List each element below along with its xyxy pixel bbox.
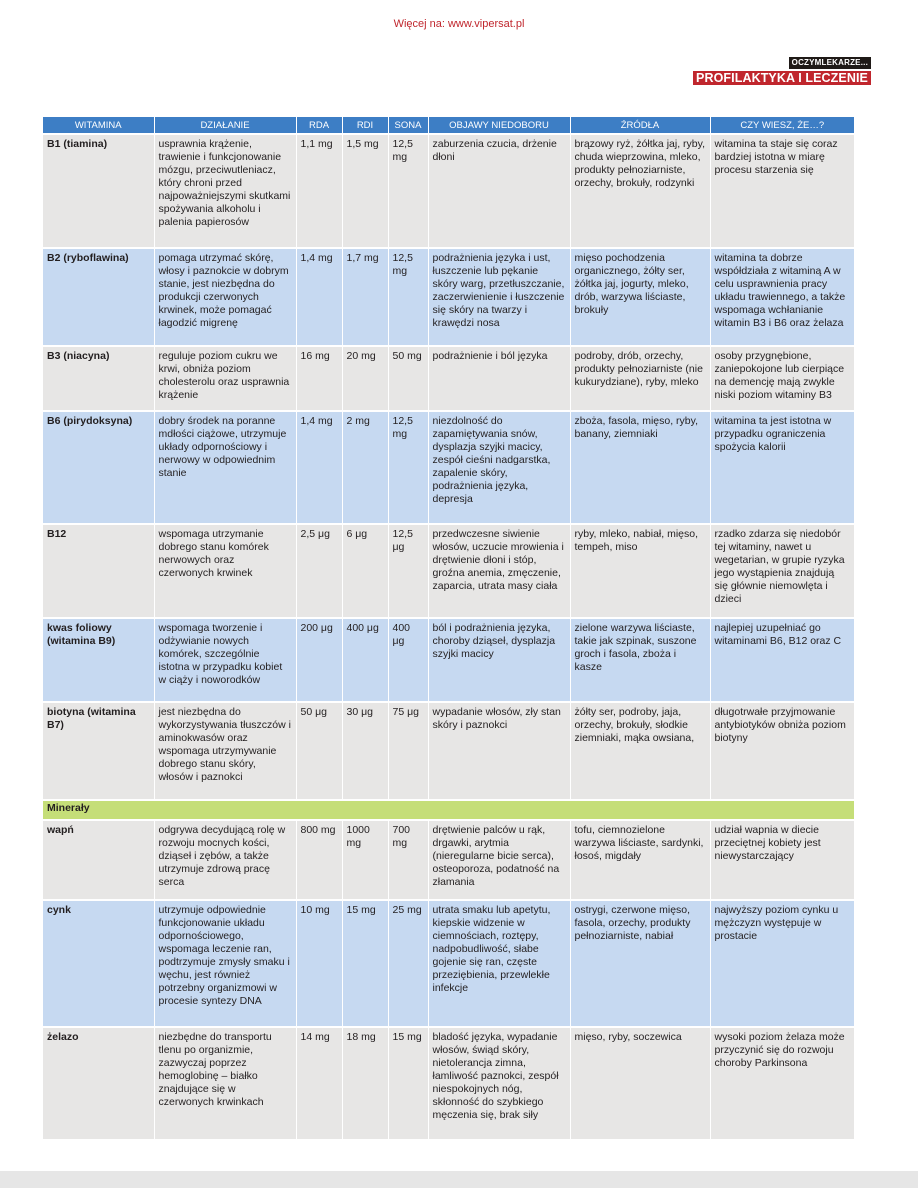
did-you-know-cell: rzadko zdarza się niedobór tej witaminy, nawet u wegetarian, w grupie ryzyka jego wystąpienia znajdują się głównie niemowlęta i dzieci — [710, 524, 854, 618]
action-cell: niezbędne do transportu tlenu po organizmie, zazwyczaj poprzez hemoglobinę – białko znajdujące się w czerwonych krwinkach — [154, 1027, 296, 1139]
deficiency-cell: drętwienie palców u rąk, drgawki, arytmia (nieregularne bicie serca), osteoporoza, podatność na złamania — [428, 820, 570, 900]
did-you-know-cell: witamina ta staje się coraz bardziej istotna w miarę procesu starzenia się — [710, 134, 854, 248]
sona-cell: 75 μg — [388, 702, 428, 800]
did-you-know-cell: najlepiej uzupełniać go witaminami B6, B12 oraz C — [710, 618, 854, 702]
did-you-know-cell: udział wapnia w diecie przeciętnej kobiety jest niewystarczający — [710, 820, 854, 900]
col-header-deficiency: OBJAWY NIEDOBORU — [428, 117, 570, 134]
brand-title: PROFILAKTYKA I LECZENIE — [693, 71, 871, 85]
action-cell: reguluje poziom cukru we krwi, obniża poziom cholesterolu oraz usprawnia krążenie — [154, 346, 296, 411]
rdi-cell: 400 μg — [342, 618, 388, 702]
sources-cell: zboża, fasola, mięso, ryby, banany, ziemniaki — [570, 411, 710, 524]
col-header-did-you-know: CZY WIESZ, ŻE…? — [710, 117, 854, 134]
col-header-sona: SONA — [388, 117, 428, 134]
did-you-know-cell: witamina ta dobrze współdziała z witaminą A w celu usprawnienia pracy układu trawiennego, a także wspomaga wchłanianie witamin B3 i B6 oraz żelaza — [710, 248, 854, 346]
vitamin-name: B6 (pirydoksyna) — [43, 411, 154, 524]
deficiency-cell: bladość języka, wypadanie włosów, świąd skóry, nietolerancja zimna, łamliwość paznokci, zespół niespokojnych nóg, skłonność do szybkiego męczenia się, brak siły — [428, 1027, 570, 1139]
top-note: Więcej na: www.vipersat.pl — [393, 18, 525, 30]
rdi-cell: 6 μg — [342, 524, 388, 618]
sources-cell: żółty ser, podroby, jaja, orzechy, brokuły, słodkie ziemniaki, mąka owsiana, — [570, 702, 710, 800]
sona-cell: 400 μg — [388, 618, 428, 702]
section-brand — [693, 52, 871, 85]
action-cell: dobry środek na poranne mdłości ciążowe, utrzymuje układy odpornościowy i nerwowy w odpowiednim stanie — [154, 411, 296, 524]
vitamin-name: B12 — [43, 524, 154, 618]
vitamin-name: B3 (niacyna) — [43, 346, 154, 411]
section-row-minerals — [43, 800, 854, 820]
rda-cell: 200 μg — [296, 618, 342, 702]
col-header-vitamin: WITAMINA — [43, 117, 154, 134]
did-you-know-cell: witamina ta jest istotna w przypadku ograniczenia spożycia kalorii — [710, 411, 854, 524]
sources-cell: brązowy ryż, żółtka jaj, ryby, chuda wieprzowina, mleko, produkty pełnoziarniste, orzechy, brokuły, rodzynki — [570, 134, 710, 248]
action-cell: usprawnia krążenie, trawienie i funkcjonowanie mózgu, przeciwutleniacz, który chroni przed najpoważniejszymi skutkami spożywania alkoholu i palenia papierosów — [154, 134, 296, 248]
table-row — [43, 411, 854, 524]
sona-cell: 12,5 μg — [388, 524, 428, 618]
table-row — [43, 820, 854, 900]
brand-subtitle: OCZYMLEKARZE... — [789, 57, 871, 69]
action-cell: utrzymuje odpowiednie funkcjonowanie układu odpornościowego, wspomaga leczenie ran, podtrzymuje zmysły smaku i węchu, jest również potrzebny organizmowi w procesie syntezy DNA — [154, 900, 296, 1027]
table-row — [43, 1027, 854, 1139]
vitamin-name: biotyna (witamina B7) — [43, 702, 154, 800]
rdi-cell: 1,5 mg — [342, 134, 388, 248]
sources-cell: mięso, ryby, soczewica — [570, 1027, 710, 1139]
deficiency-cell: przedwczesne siwienie włosów, uczucie mrowienia i drętwienie dłoni i stóp, groźna anemia, zmęczenie, zaparcia, utrata masy ciała — [428, 524, 570, 618]
rda-cell: 10 mg — [296, 900, 342, 1027]
sources-cell: podroby, drób, orzechy, produkty pełnoziarniste (nie kukurydziane), ryby, mleko — [570, 346, 710, 411]
col-header-action: DZIAŁANIE — [154, 117, 296, 134]
rda-cell: 16 mg — [296, 346, 342, 411]
did-you-know-cell: długotrwałe przyjmowanie antybiotyków obniża poziom biotyny — [710, 702, 854, 800]
sources-cell: ostrygi, czerwone mięso, fasola, orzechy, produkty pełnoziarniste, nabiał — [570, 900, 710, 1027]
page-footer-bar — [0, 1171, 918, 1188]
deficiency-cell: zaburzenia czucia, drżenie dłoni — [428, 134, 570, 248]
col-header-rda: RDA — [296, 117, 342, 134]
table-row — [43, 134, 854, 248]
mineral-name: wapń — [43, 820, 154, 900]
sona-cell: 12,5 mg — [388, 411, 428, 524]
deficiency-cell: podrażnienia języka i ust, łuszczenie lub pękanie skóry warg, przetłuszczanie, zaczerwienienie i łuszczenie się skóry na twarzy i krawędzi nosa — [428, 248, 570, 346]
rdi-cell: 15 mg — [342, 900, 388, 1027]
rda-cell: 14 mg — [296, 1027, 342, 1139]
table-row — [43, 524, 854, 618]
rdi-cell: 30 μg — [342, 702, 388, 800]
rda-cell: 2,5 μg — [296, 524, 342, 618]
action-cell: pomaga utrzymać skórę, włosy i paznokcie w dobrym stanie, jest niezbędna do produkcji czerwonych krwinek, może pomagać łagodzić migrenę — [154, 248, 296, 346]
did-you-know-cell: najwyższy poziom cynku u mężczyzn występuje w prostacie — [710, 900, 854, 1027]
table-row — [43, 900, 854, 1027]
sona-cell: 25 mg — [388, 900, 428, 1027]
deficiency-cell: ból i podrażnienia języka, choroby dziąseł, dysplazja szyjki macicy — [428, 618, 570, 702]
table-row — [43, 702, 854, 800]
sona-cell: 12,5 mg — [388, 134, 428, 248]
vitamin-name: B1 (tiamina) — [43, 134, 154, 248]
rda-cell: 1,4 mg — [296, 248, 342, 346]
action-cell: wspomaga tworzenie i odżywianie nowych komórek, szczególnie istotna w przypadku kobiet w ciąży i noworodków — [154, 618, 296, 702]
rdi-cell: 18 mg — [342, 1027, 388, 1139]
rda-cell: 50 μg — [296, 702, 342, 800]
table-row — [43, 248, 854, 346]
sources-cell: ryby, mleko, nabiał, mięso, tempeh, miso — [570, 524, 710, 618]
sources-cell: mięso pochodzenia organicznego, żółty ser, żółtka jaj, jogurty, mleko, drób, warzywa liściaste, brokuły — [570, 248, 710, 346]
vitamin-name: kwas foliowy (witamina B9) — [43, 618, 154, 702]
deficiency-cell: wypadanie włosów, zły stan skóry i paznokci — [428, 702, 570, 800]
rdi-cell: 1,7 mg — [342, 248, 388, 346]
sona-cell: 700 mg — [388, 820, 428, 900]
vitamin-table — [43, 117, 854, 1139]
rdi-cell: 1000 mg — [342, 820, 388, 900]
sources-cell: zielone warzywa liściaste, takie jak szpinak, suszone groch i fasola, zboża i kasze — [570, 618, 710, 702]
sona-cell: 15 mg — [388, 1027, 428, 1139]
rda-cell: 800 mg — [296, 820, 342, 900]
col-header-sources: ŹRÓDŁA — [570, 117, 710, 134]
action-cell: jest niezbędna do wykorzystywania tłuszczów i aminokwasów oraz wspomaga utrzymywanie dobrego stanu skóry, włosów i paznokci — [154, 702, 296, 800]
did-you-know-cell: osoby przygnębione, zaniepokojone lub cierpiące na demencję mają zwykle niski poziom witaminy B3 — [710, 346, 854, 411]
action-cell: odgrywa decydującą rolę w rozwoju mocnych kości, dziąseł i zębów, a także utrzymuje zdrową pracę serca — [154, 820, 296, 900]
table-row — [43, 618, 854, 702]
did-you-know-cell: wysoki poziom żelaza może przyczynić się do rozwoju choroby Parkinsona — [710, 1027, 854, 1139]
deficiency-cell: podrażnienie i ból języka — [428, 346, 570, 411]
section-label: Minerały — [43, 800, 854, 820]
col-header-rdi: RDI — [342, 117, 388, 134]
deficiency-cell: utrata smaku lub apetytu, kiepskie widzenie w ciemnościach, roztępy, nadpobudliwość, słabe gojenie się ran, częste przeziębienia, przewlekłe infekcje — [428, 900, 570, 1027]
table-row — [43, 346, 854, 411]
rdi-cell: 2 mg — [342, 411, 388, 524]
sources-cell: tofu, ciemnozielone warzywa liściaste, sardynki, łosoś, migdały — [570, 820, 710, 900]
rda-cell: 1,1 mg — [296, 134, 342, 248]
rda-cell: 1,4 mg — [296, 411, 342, 524]
deficiency-cell: niezdolność do zapamiętywania snów, dysplazja szyjki macicy, zespół cieśni nadgarstka, zapalenie skóry, podrażnienia języka, depresja — [428, 411, 570, 524]
rdi-cell: 20 mg — [342, 346, 388, 411]
header-row — [43, 117, 854, 134]
action-cell: wspomaga utrzymanie dobrego stanu komórek nerwowych oraz czerwonych krwinek — [154, 524, 296, 618]
mineral-name: żelazo — [43, 1027, 154, 1139]
mineral-name: cynk — [43, 900, 154, 1027]
vitamin-name: B2 (ryboflawina) — [43, 248, 154, 346]
sona-cell: 12,5 mg — [388, 248, 428, 346]
sona-cell: 50 mg — [388, 346, 428, 411]
